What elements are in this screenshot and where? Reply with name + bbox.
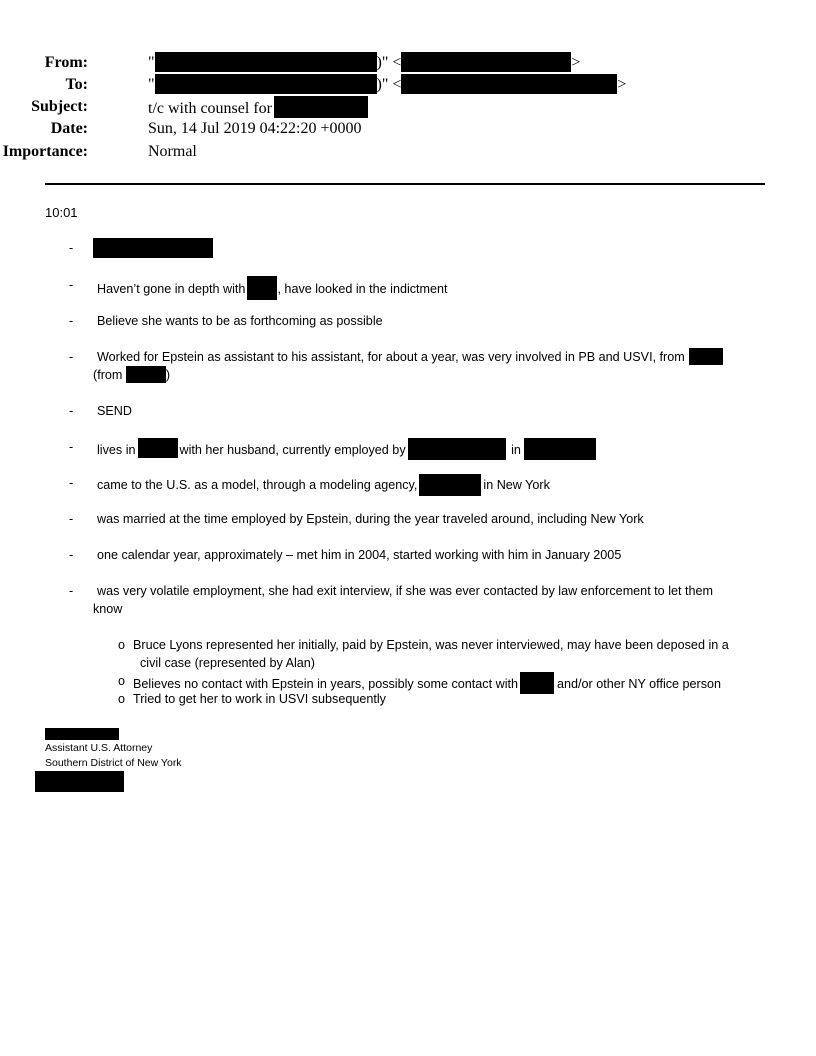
redaction-box — [126, 366, 166, 383]
from-value: " )" < > — [148, 54, 581, 71]
from-row — [0, 52, 760, 74]
redaction-box — [401, 52, 571, 72]
redaction-box — [419, 474, 481, 496]
redaction-box — [45, 728, 119, 740]
redaction-box — [274, 96, 368, 118]
importance-row — [0, 141, 760, 163]
importance-label: Importance: — [2, 143, 88, 160]
header-divider — [45, 183, 765, 185]
to-label: To: — [65, 76, 88, 93]
signature-office: Southern District of New York — [45, 757, 182, 769]
redaction-box — [35, 771, 124, 792]
redaction-box — [689, 348, 723, 365]
date-label: Date: — [50, 120, 88, 137]
redaction-box — [520, 672, 554, 694]
redaction-box — [138, 438, 178, 458]
from-label: From: — [44, 54, 88, 71]
redaction-box — [93, 238, 213, 258]
importance-value: Normal — [148, 143, 197, 160]
date-row — [0, 118, 760, 140]
redaction-box — [408, 438, 506, 460]
redaction-box — [247, 276, 277, 300]
redaction-box — [524, 438, 596, 460]
redaction-box — [155, 74, 377, 94]
subject-label: Subject: — [31, 98, 88, 115]
redaction-box — [401, 74, 617, 94]
time-stamp: 10:01 — [45, 205, 78, 220]
date-value: Sun, 14 Jul 2019 04:22:20 +0000 — [148, 120, 362, 137]
signature-title: Assistant U.S. Attorney — [45, 742, 153, 754]
to-row — [0, 74, 760, 96]
to-value: " )" < > — [148, 76, 627, 93]
subject-row — [0, 96, 760, 118]
subject-value: t/c with counsel for — [148, 96, 368, 120]
redaction-box — [155, 52, 377, 72]
